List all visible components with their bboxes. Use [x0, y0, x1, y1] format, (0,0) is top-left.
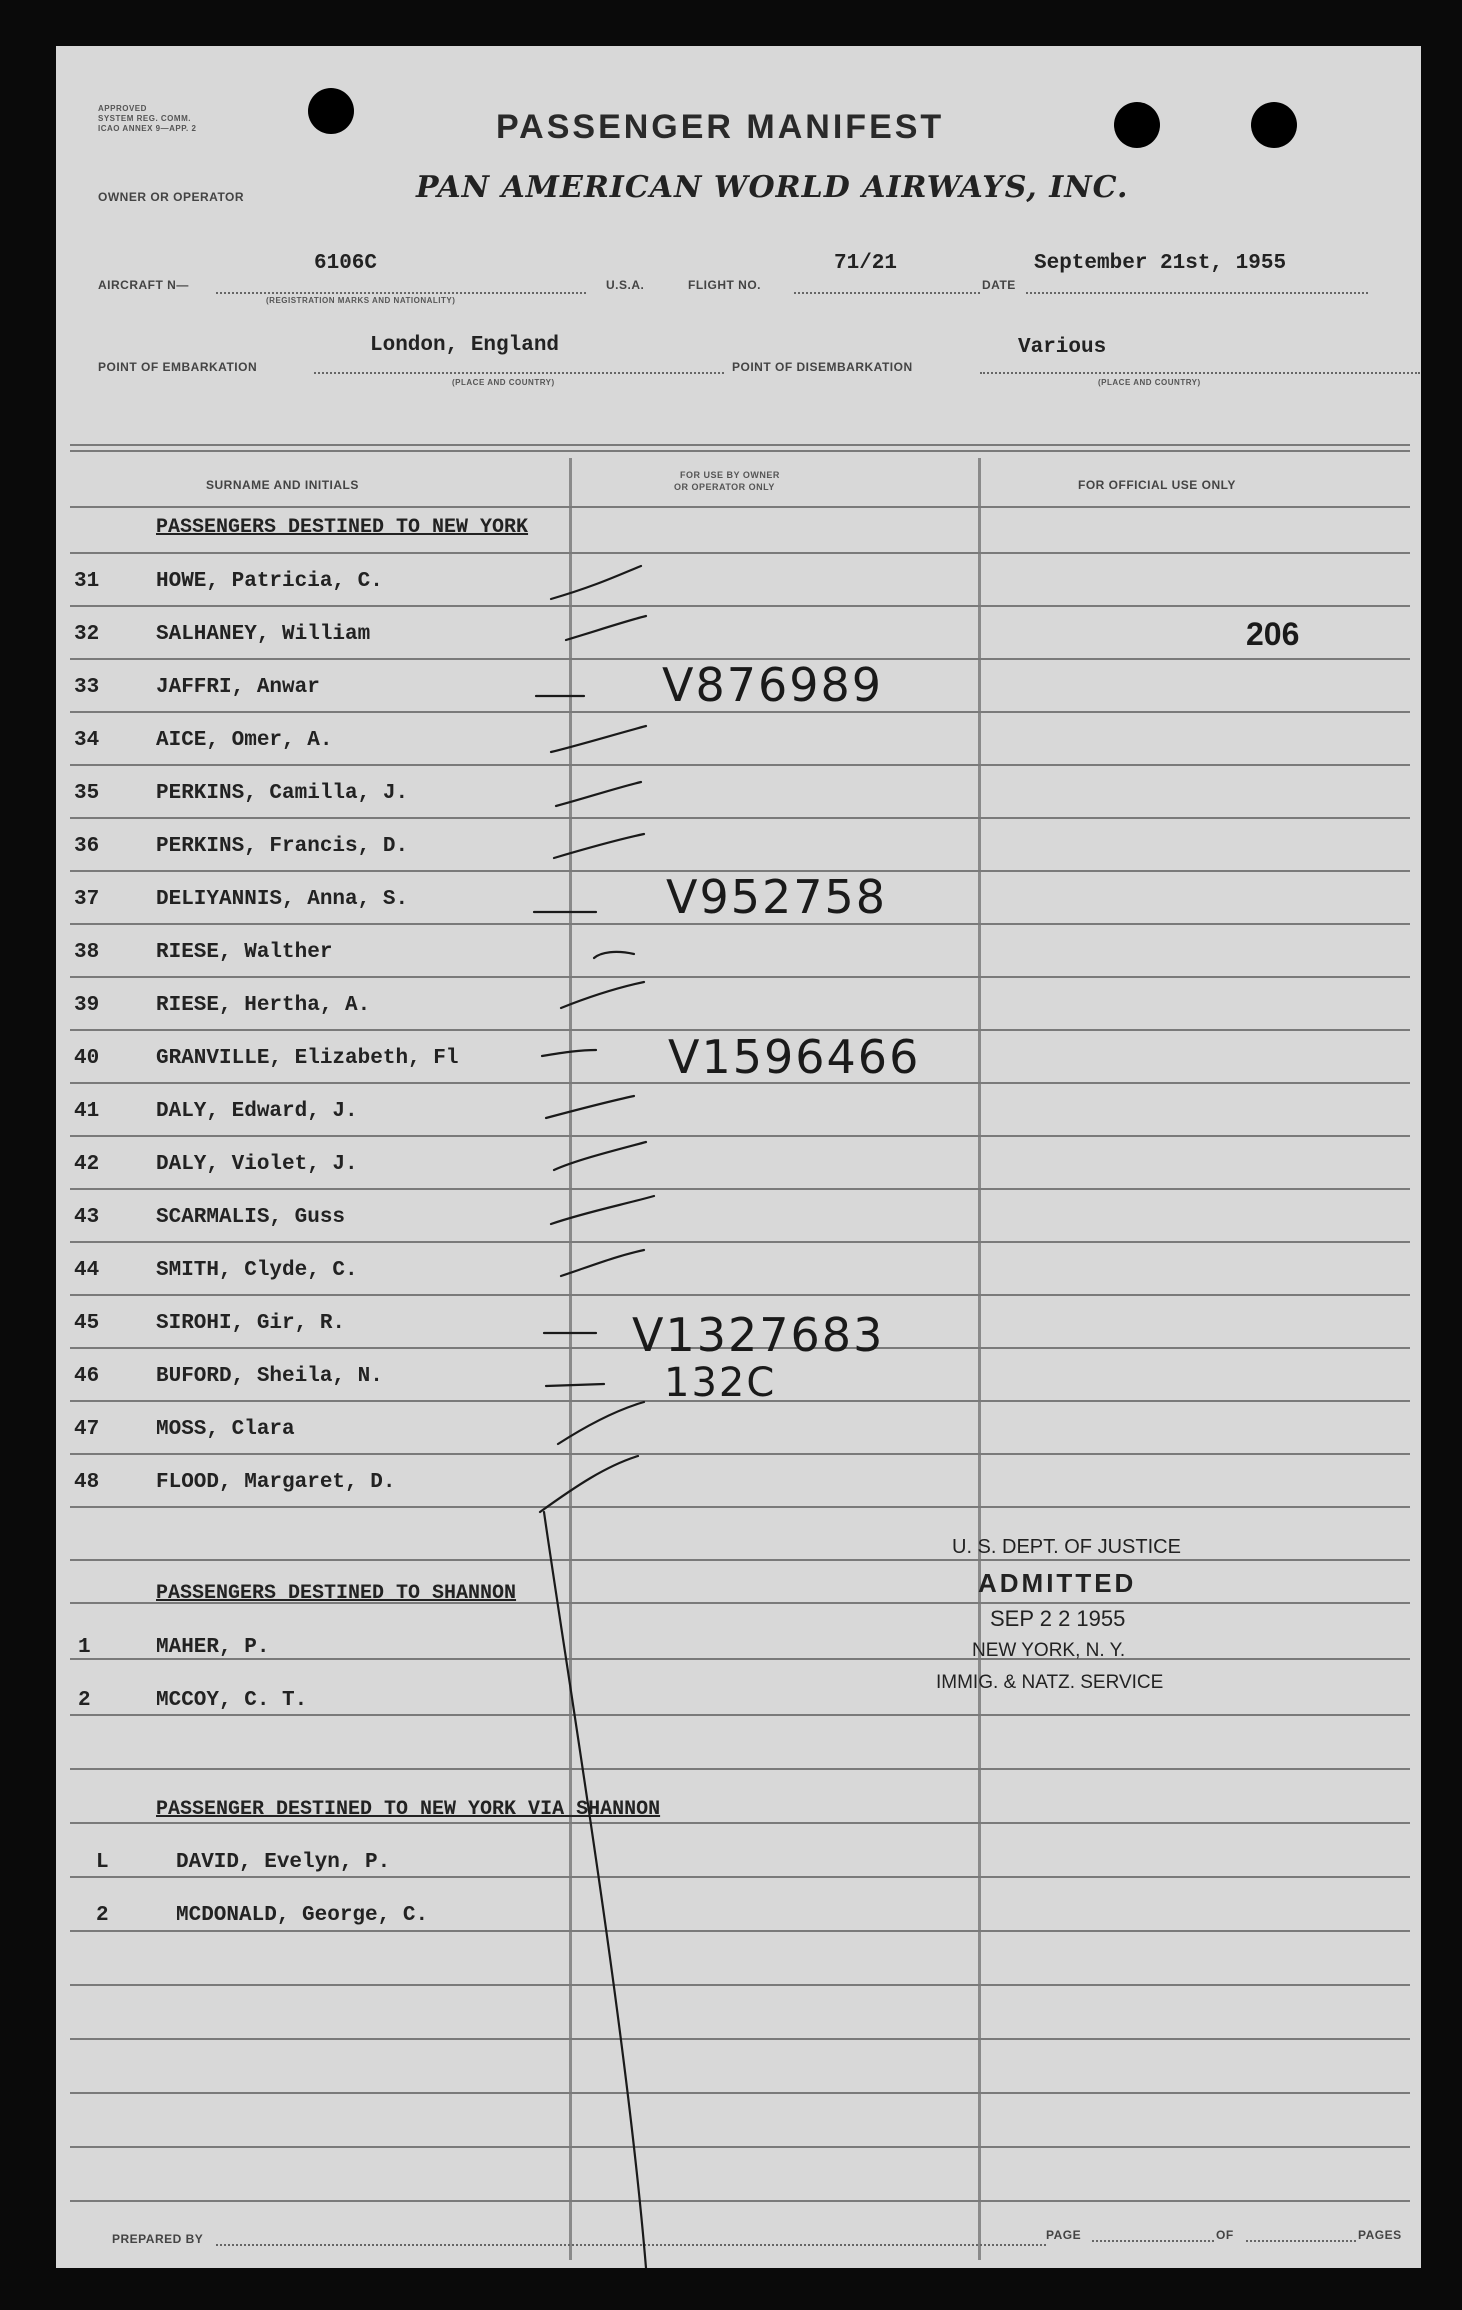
row-num: 38: [74, 941, 100, 964]
footer-pages: PAGES: [1358, 2228, 1402, 2242]
row-num: 40: [74, 1047, 100, 1070]
row-rule: [70, 2200, 1410, 2202]
date-value: September 21st, 1955: [1034, 252, 1287, 275]
owner-label: OWNER OR OPERATOR: [98, 190, 245, 204]
disembark-label: POINT OF DISEMBARKATION: [732, 360, 913, 374]
col-owner-header-1: FOR USE BY OWNER: [680, 470, 780, 480]
row-num: 2: [78, 1689, 91, 1712]
col-owner-header-2: OR OPERATOR ONLY: [674, 482, 775, 492]
passenger-name: SMITH, Clyde, C.: [156, 1259, 358, 1282]
row-rule: [70, 506, 1410, 508]
row-num: 45: [74, 1312, 100, 1335]
passenger-name: MAHER, P.: [156, 1636, 270, 1659]
handwritten-note: V1327683: [632, 1308, 885, 1362]
passenger-name: MOSS, Clara: [156, 1418, 295, 1441]
passenger-name: SALHANEY, William: [156, 623, 371, 646]
passenger-name: JAFFRI, Anwar: [156, 676, 320, 699]
approval-line-1: APPROVED: [98, 104, 147, 113]
row-rule: [70, 1241, 1410, 1243]
handwritten-note: V1596466: [668, 1030, 921, 1084]
row-rule: [70, 976, 1410, 978]
nationality: U.S.A.: [606, 278, 645, 292]
row-rule: [70, 1135, 1410, 1137]
row-num: 36: [74, 835, 100, 858]
footer-page: PAGE: [1046, 2228, 1082, 2242]
passenger-name: PERKINS, Camilla, J.: [156, 782, 409, 805]
passenger-name: RIESE, Hertha, A.: [156, 994, 371, 1017]
row-rule: [70, 1714, 1410, 1716]
row-num: 48: [74, 1471, 100, 1494]
row-rule: [70, 1768, 1410, 1770]
row-rule: [70, 1294, 1410, 1296]
passenger-name: AICE, Omer, A.: [156, 729, 333, 752]
passenger-name: HOWE, Patricia, C.: [156, 570, 383, 593]
passenger-name: MCCOY, C. T.: [156, 1689, 308, 1712]
row-num: 44: [74, 1259, 100, 1282]
row-num: 31: [74, 570, 100, 593]
row-rule: [70, 2092, 1410, 2094]
row-num: 34: [74, 729, 100, 752]
punch-hole-right-1: [1114, 102, 1160, 148]
passenger-name: BUFORD, Sheila, N.: [156, 1365, 383, 1388]
section-heading-new-york-via-shannon: PASSENGER DESTINED TO NEW YORK VIA SHANNON: [156, 1798, 661, 1821]
row-rule: [70, 1658, 1410, 1660]
flight-label: FLIGHT NO.: [688, 278, 761, 292]
aircraft-sub: (REGISTRATION MARKS AND NATIONALITY): [266, 296, 456, 305]
passenger-name: GRANVILLE, Elizabeth, Fl: [156, 1047, 459, 1070]
row-rule: [70, 2146, 1410, 2148]
row-num: 46: [74, 1365, 100, 1388]
row-num: 35: [74, 782, 100, 805]
row-num: 39: [74, 994, 100, 1017]
row-rule: [70, 2038, 1410, 2040]
row-num: 32: [74, 623, 100, 646]
row-rule: [70, 1559, 1410, 1561]
official-number: 206: [1246, 616, 1300, 652]
row-rule: [70, 1984, 1410, 1986]
row-rule: [70, 1188, 1410, 1190]
passenger-name: DAVID, Evelyn, P.: [176, 1851, 391, 1874]
stamp-line-2: ADMITTED: [978, 1568, 1137, 1598]
passenger-name: DELIYANNIS, Anna, S.: [156, 888, 409, 911]
aircraft-value: 6106C: [314, 252, 378, 275]
row-num: 33: [74, 676, 100, 699]
embark-sub: (PLACE AND COUNTRY): [452, 378, 555, 387]
row-num: 41: [74, 1100, 100, 1123]
stamp-line-5: IMMIG. & NATZ. SERVICE: [936, 1672, 1164, 1693]
handwritten-note: V952758: [666, 870, 888, 924]
embark-value: London, England: [370, 334, 560, 357]
passenger-name: DALY, Violet, J.: [156, 1153, 358, 1176]
airline-name: PAN AMERICAN WORLD AIRWAYS, INC.: [416, 170, 1129, 205]
stamp-line-4: NEW YORK, N. Y.: [972, 1640, 1126, 1661]
row-num: 42: [74, 1153, 100, 1176]
approval-line-2: SYSTEM REG. COMM.: [98, 114, 191, 123]
manifest-page: [56, 46, 1421, 2268]
passenger-name: PERKINS, Francis, D.: [156, 835, 409, 858]
approval-line-3: ICAO ANNEX 9—APP. 2: [98, 124, 197, 133]
row-num: 37: [74, 888, 100, 911]
row-rule: [70, 817, 1410, 819]
manifest-title: PASSENGER MANIFEST: [496, 108, 945, 146]
row-num: 43: [74, 1206, 100, 1229]
passenger-name: DALY, Edward, J.: [156, 1100, 358, 1123]
row-rule: [70, 605, 1410, 607]
handwritten-note: 132C: [664, 1360, 777, 1406]
passenger-name: MCDONALD, George, C.: [176, 1904, 429, 1927]
row-num: 47: [74, 1418, 100, 1441]
date-label: DATE: [982, 278, 1016, 292]
embark-label: POINT OF EMBARKATION: [98, 360, 258, 374]
row-rule: [70, 1876, 1410, 1878]
passenger-name: FLOOD, Margaret, D.: [156, 1471, 396, 1494]
flight-value: 71/21: [834, 252, 898, 275]
passenger-name: SCARMALIS, Guss: [156, 1206, 346, 1229]
punch-hole-left: [308, 88, 354, 134]
row-num: 2: [96, 1904, 109, 1927]
row-rule: [70, 764, 1410, 766]
footer-of: OF: [1216, 2228, 1234, 2242]
passenger-name: RIESE, Walther: [156, 941, 333, 964]
section-heading-new-york: PASSENGERS DESTINED TO NEW YORK: [156, 516, 529, 539]
col-official-header: FOR OFFICIAL USE ONLY: [1078, 478, 1236, 492]
punch-hole-right-2: [1251, 102, 1297, 148]
stamp-line-1: U. S. DEPT. OF JUSTICE: [952, 1536, 1181, 1558]
col-surname-header: SURNAME AND INITIALS: [206, 478, 359, 492]
row-num: 1: [78, 1636, 91, 1659]
row-rule: [70, 1506, 1410, 1508]
disembark-value: Various: [1018, 336, 1107, 359]
row-num: L: [96, 1851, 109, 1874]
passenger-name: SIROHI, Gir, R.: [156, 1312, 346, 1335]
row-rule: [70, 1822, 1410, 1824]
stamp-line-3: SEP 2 2 1955: [990, 1606, 1126, 1631]
row-rule: [70, 1453, 1410, 1455]
footer-prepared-by: PREPARED BY: [112, 2232, 204, 2246]
handwritten-note: V876989: [662, 658, 884, 712]
row-rule: [70, 552, 1410, 554]
row-rule: [70, 1930, 1410, 1932]
section-heading-shannon: PASSENGERS DESTINED TO SHANNON: [156, 1582, 517, 1605]
disembark-sub: (PLACE AND COUNTRY): [1098, 378, 1201, 387]
aircraft-label: AIRCRAFT N—: [98, 278, 189, 292]
